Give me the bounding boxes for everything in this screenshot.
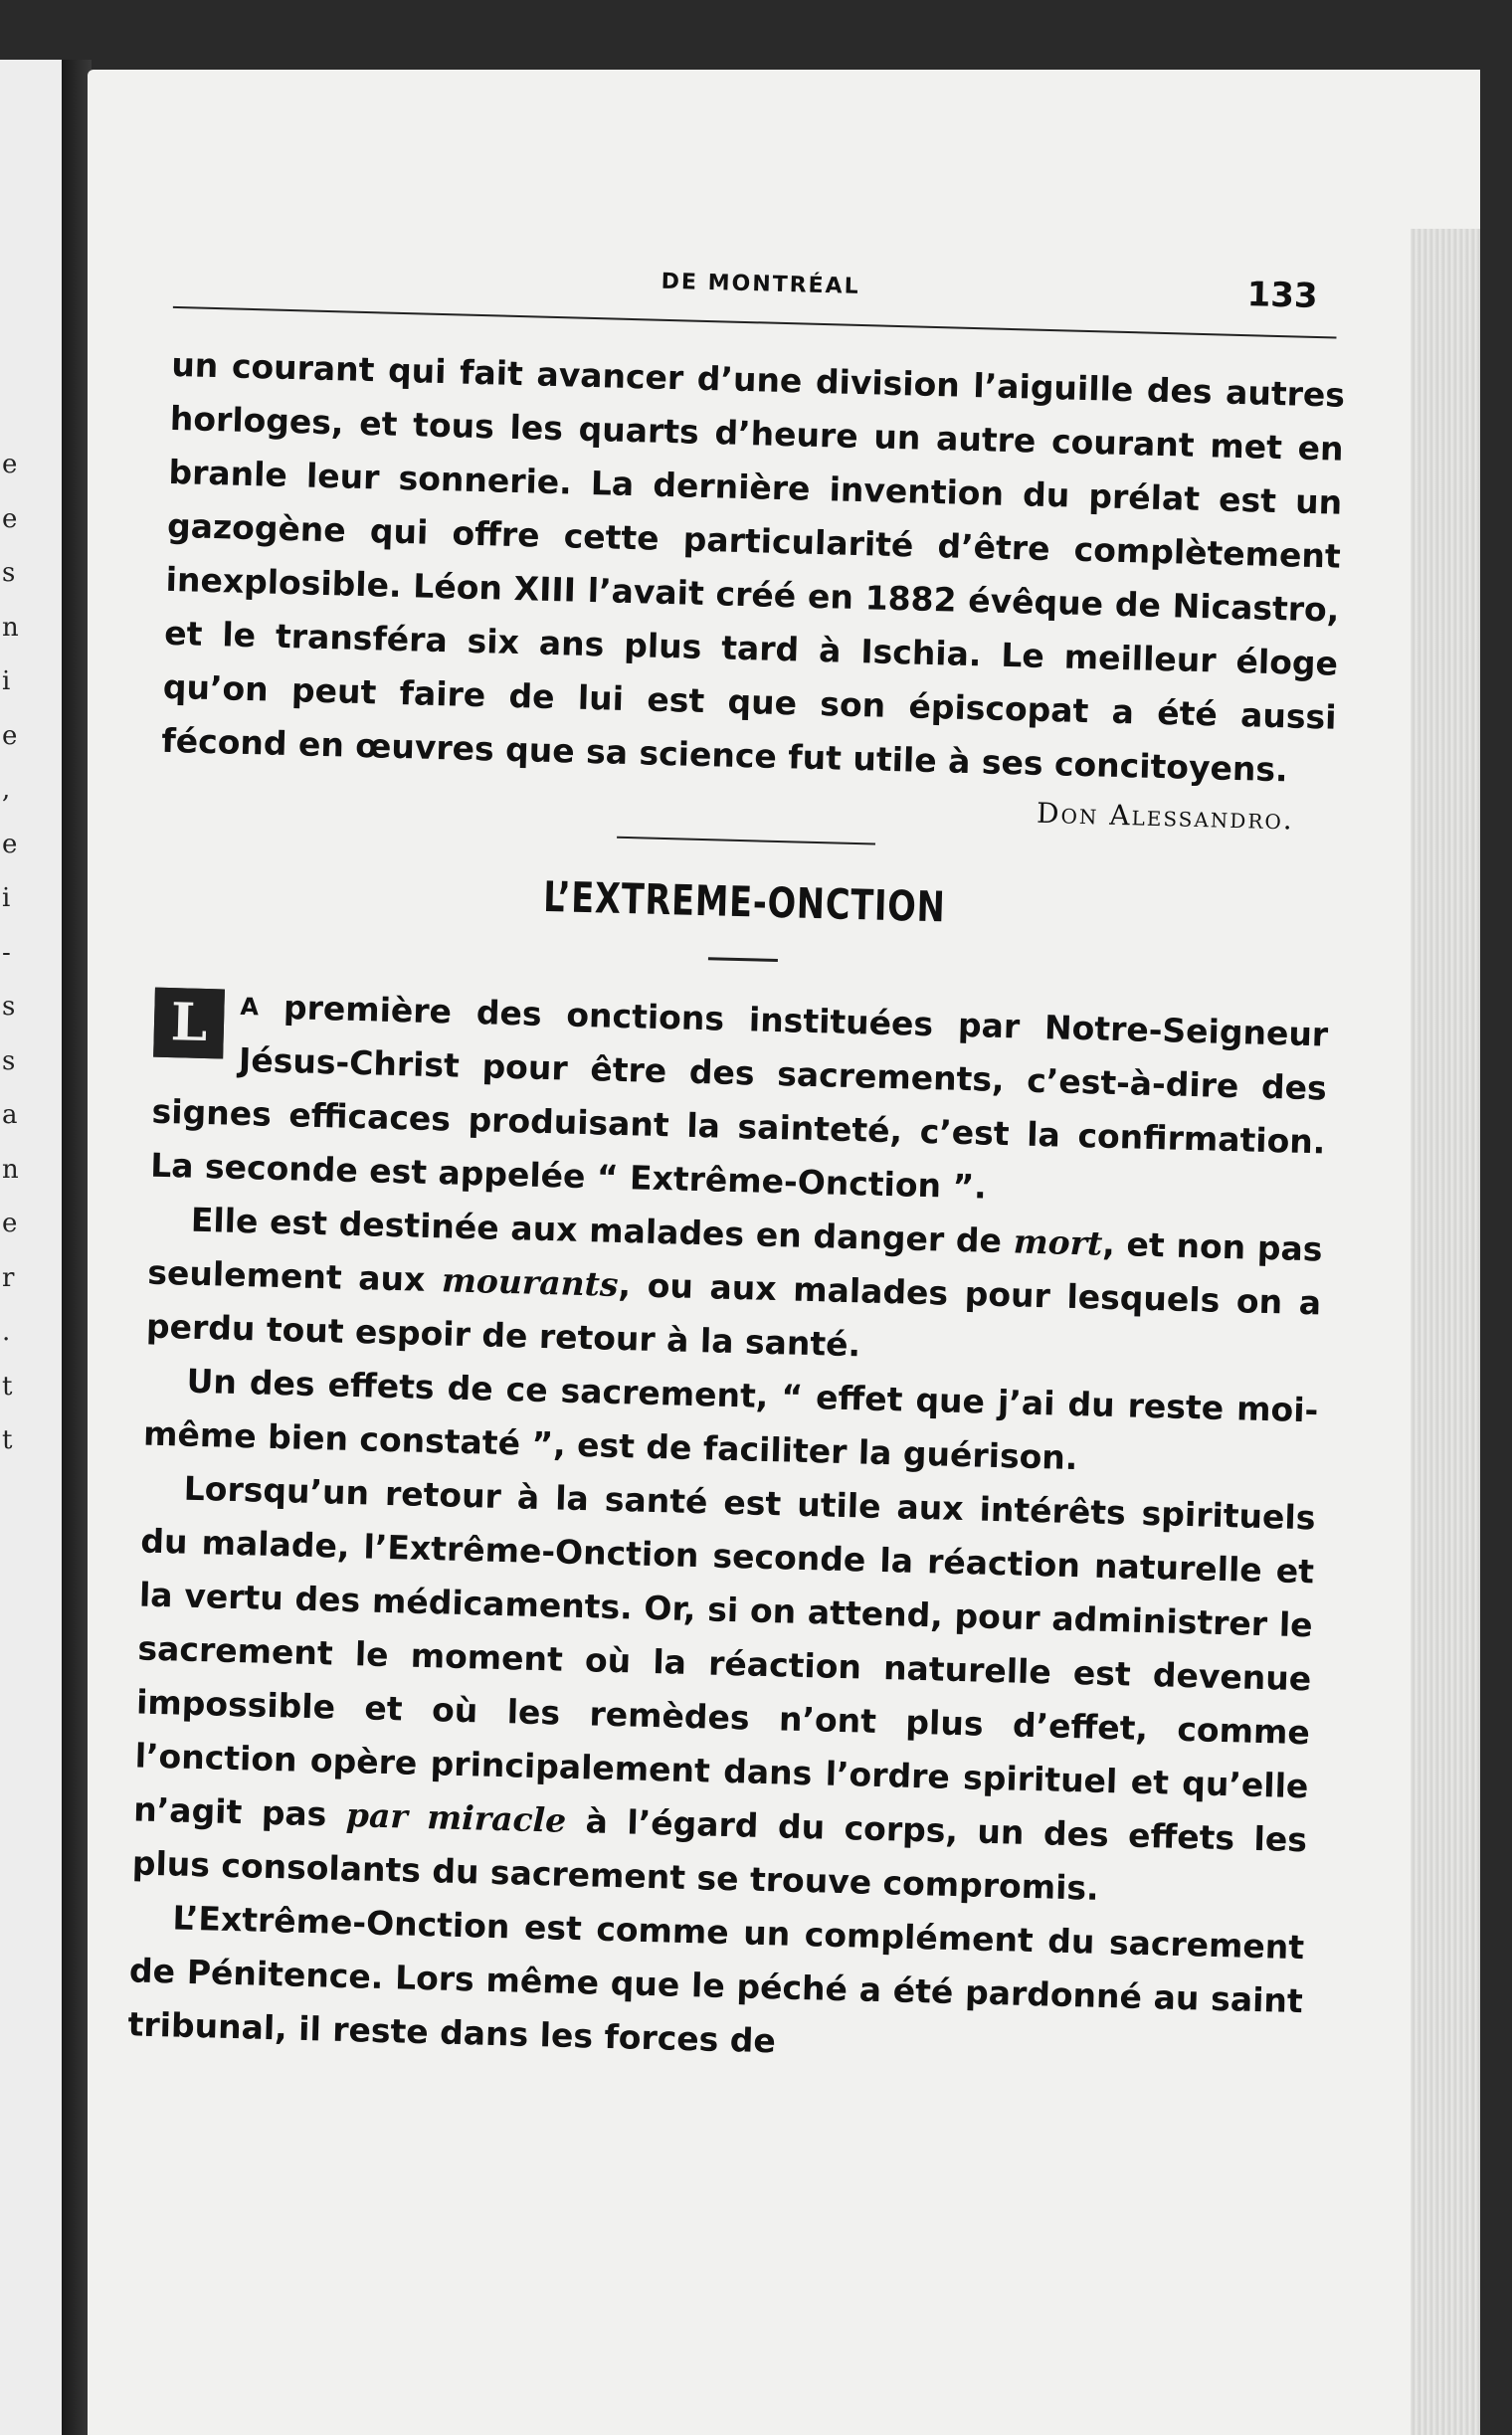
- edge-letter: e: [2, 720, 18, 751]
- edge-letter: e: [2, 503, 18, 534]
- header-rule: [173, 306, 1337, 339]
- page-number: 133: [1246, 275, 1319, 317]
- article-title: L’EXTREME-ONCTION: [542, 871, 947, 932]
- article-paragraph-4: [131, 1460, 1316, 1921]
- right-page: [88, 70, 1480, 2435]
- section-divider: [617, 837, 875, 845]
- edge-letter: i: [2, 883, 11, 913]
- edge-letter: t: [2, 1425, 13, 1455]
- edge-letter: n: [2, 1154, 19, 1185]
- paragraph-1-text: première des onctions instituées par Notre-Seigneur Jésus-Christ pour être des sacrements, c’est-à-dire des signes efficaces produisant la sainteté, c’est la confirmation. La seconde est appelée “ Extrême-Onction ”.: [149, 987, 1329, 1207]
- p4-text-b: à l’égard du corps, un des effets les plus consolants du sacrement se trouve compromis.: [131, 1800, 1308, 1908]
- article-paragraph-5: L’Extrême-Onction est comme un complément du sacrement de Pénitence. Lors même que le péché a été pardonné au saint tribunal, il reste dans les forces de: [127, 1898, 1305, 2061]
- page-content: [127, 189, 1350, 2061]
- edge-letter: .: [2, 1317, 11, 1347]
- edge-letter: e: [2, 829, 18, 859]
- ornamental-drop-cap: L: [153, 988, 225, 1059]
- p2-text-a: Elle est destinée aux malades en danger de: [190, 1200, 1015, 1261]
- article-paragraph-1: [150, 978, 1329, 1223]
- edge-letter: -: [2, 937, 11, 968]
- title-rule: [708, 957, 778, 962]
- p4-text-a: Lorsqu’un retour à la santé est utile aux intérêts spirituels du malade, l’Extrême-Onction seconde la réaction naturelle et la vertu des médicaments. Or, si on attend, pour administrer le sacrement le moment où la réaction naturelle est devenue impossible et où les remèdes n’ont plus d’effet, comme l’onction opère principalement dans l’ordre spirituel et qu’elle n’agit pas: [132, 1468, 1316, 1834]
- edge-letter: i: [2, 666, 11, 696]
- edge-letter: e: [2, 1209, 18, 1238]
- p4-emphasis: par miracle: [345, 1794, 567, 1840]
- running-head: [174, 189, 1350, 317]
- edge-letter: a: [2, 1100, 18, 1130]
- p2-emphasis-mort: mort: [1013, 1221, 1103, 1263]
- edge-letter: s: [2, 558, 16, 588]
- edge-letter: e: [2, 450, 18, 479]
- left-page-edge-text: [2, 438, 42, 1468]
- edge-letter: ,: [2, 775, 11, 805]
- edge-letter: t: [2, 1371, 13, 1402]
- edge-letter: r: [2, 1262, 15, 1293]
- page-edges: [1411, 229, 1480, 2435]
- p2-text-b: , et non pas seulement aux: [146, 1223, 1323, 1300]
- body-text: [127, 338, 1346, 2082]
- edge-letter: s: [2, 1045, 16, 1076]
- first-word-rest: A: [240, 992, 260, 1022]
- p2-text-c: , ou aux malades pour lesquels on a perdu tout espoir de retour à la santé.: [145, 1264, 1322, 1365]
- edge-letter: s: [2, 992, 16, 1022]
- left-page-fragment: [0, 60, 65, 2435]
- continuation-paragraph: un courant qui fait avancer d’une division l’aiguille des autres horloges, et tous les quarts d’heure un autre courant met en branle leur sonnerie. La dernière invention du prélat est un gazogène qui offre cette particularité d’être complètement inexplosible. Léon XIII l’avait créé en 1882 évêque de Nicastro, et le transféra six ans plus tard à Ischia. Le meilleur éloge qu’on peut faire de lui est que son épiscopat a été aussi fécond en œuvres que sa science fut utile à ses concitoyens.: [160, 344, 1346, 790]
- p2-emphasis-mourants: mourants: [441, 1260, 620, 1304]
- article-paragraph-3: Un des effets de ce sacrement, “ effet que j’ai du reste moi-même bien constaté ”, est de faciliter la guérison.: [142, 1361, 1319, 1478]
- article-paragraph-2: [145, 1193, 1323, 1385]
- running-title: DE MONTRÉAL: [661, 269, 860, 299]
- edge-letter: n: [2, 612, 19, 643]
- author-signature: Don Alessandro.: [1036, 796, 1295, 837]
